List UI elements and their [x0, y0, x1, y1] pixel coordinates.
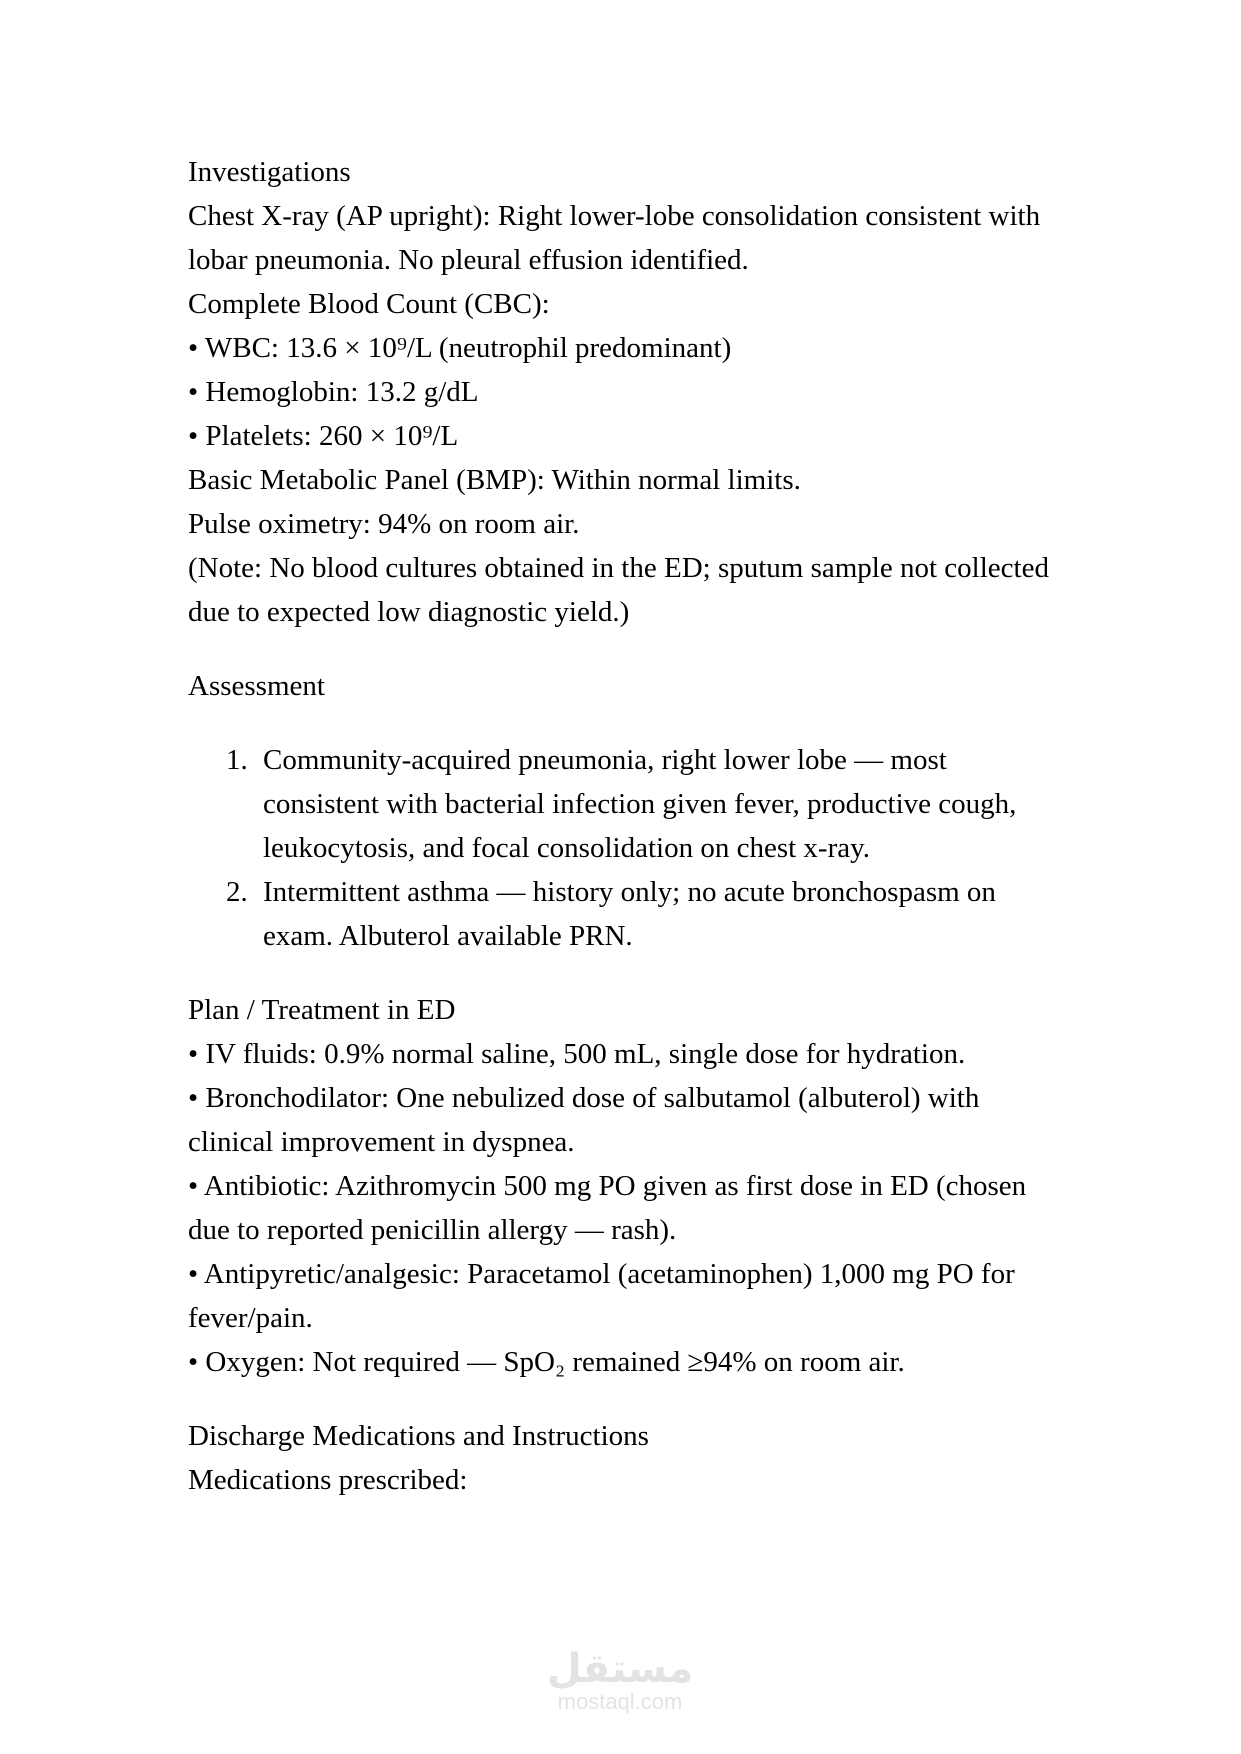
assessment-list: [188, 738, 1058, 958]
list-number: 2.: [226, 876, 248, 908]
section-heading-assessment: Assessment: [188, 670, 325, 702]
assessment-item: [188, 870, 1058, 958]
plan-item-antipyretic: • Antipyretic/analgesic: Paracetamol (acetaminophen) 1,000 mg PO for fever/pain.: [188, 1258, 1015, 1334]
section-heading-discharge: Discharge Medications and Instructions: [188, 1420, 649, 1452]
section-heading-investigations: Investigations: [188, 156, 351, 188]
plan-item-antibiotic: • Antibiotic: Azithromycin 500 mg PO given as first dose in ED (chosen due to reported penicillin allergy — rash).: [188, 1170, 1027, 1246]
watermark-arabic-text: مستقل: [546, 1646, 694, 1692]
chest-xray-finding: Chest X-ray (AP upright): Right lower-lobe consolidation consistent with lobar pneumonia. No pleural effusion identified.: [188, 200, 1041, 276]
assessment-item: [188, 738, 1058, 870]
cbc-label: Complete Blood Count (CBC):: [188, 288, 550, 320]
pulse-oximetry: Pulse oximetry: 94% on room air.: [188, 508, 580, 540]
plan-item-bronchodilator: • Bronchodilator: One nebulized dose of salbutamol (albuterol) with clinical improvement in dyspnea.: [188, 1082, 980, 1158]
watermark-logo: [545, 1648, 695, 1714]
assessment-section: [188, 664, 1058, 958]
assessment-text: Intermittent asthma — history only; no acute bronchospasm on exam. Albuterol available PRN.: [263, 876, 996, 952]
plan-section: [188, 988, 1058, 1384]
plan-item-oxygen: • Oxygen: Not required — SpO₂ remained ≥94% on room air.: [188, 1346, 905, 1378]
cbc-item-hemoglobin: • Hemoglobin: 13.2 g/dL: [188, 376, 479, 408]
list-number: 1.: [226, 744, 248, 776]
document-page: [188, 150, 1058, 1502]
watermark-url-text: mostaql.com: [557, 1689, 683, 1714]
assessment-text: Community-acquired pneumonia, right lower lobe — most consistent with bacterial infection given fever, productive cough, leukocytosis, and focal consolidation on chest x-ray.: [263, 744, 1017, 864]
investigations-section: [188, 150, 1058, 634]
medications-prescribed-label: Medications prescribed:: [188, 1464, 468, 1496]
section-heading-plan: Plan / Treatment in ED: [188, 994, 456, 1026]
section-gap: [188, 958, 1058, 988]
cbc-item-wbc: • WBC: 13.6 × 10⁹/L (neutrophil predominant): [188, 332, 732, 364]
cbc-item-platelets: • Platelets: 260 × 10⁹/L: [188, 420, 459, 452]
bmp-result: Basic Metabolic Panel (BMP): Within normal limits.: [188, 464, 801, 496]
plan-item-iv-fluids: • IV fluids: 0.9% normal saline, 500 mL, single dose for hydration.: [188, 1038, 966, 1070]
section-gap: [188, 1384, 1058, 1414]
discharge-section: [188, 1414, 1058, 1502]
section-gap: [188, 634, 1058, 664]
investigations-note: (Note: No blood cultures obtained in the ED; sputum sample not collected due to expected low diagnostic yield.): [188, 552, 1049, 628]
